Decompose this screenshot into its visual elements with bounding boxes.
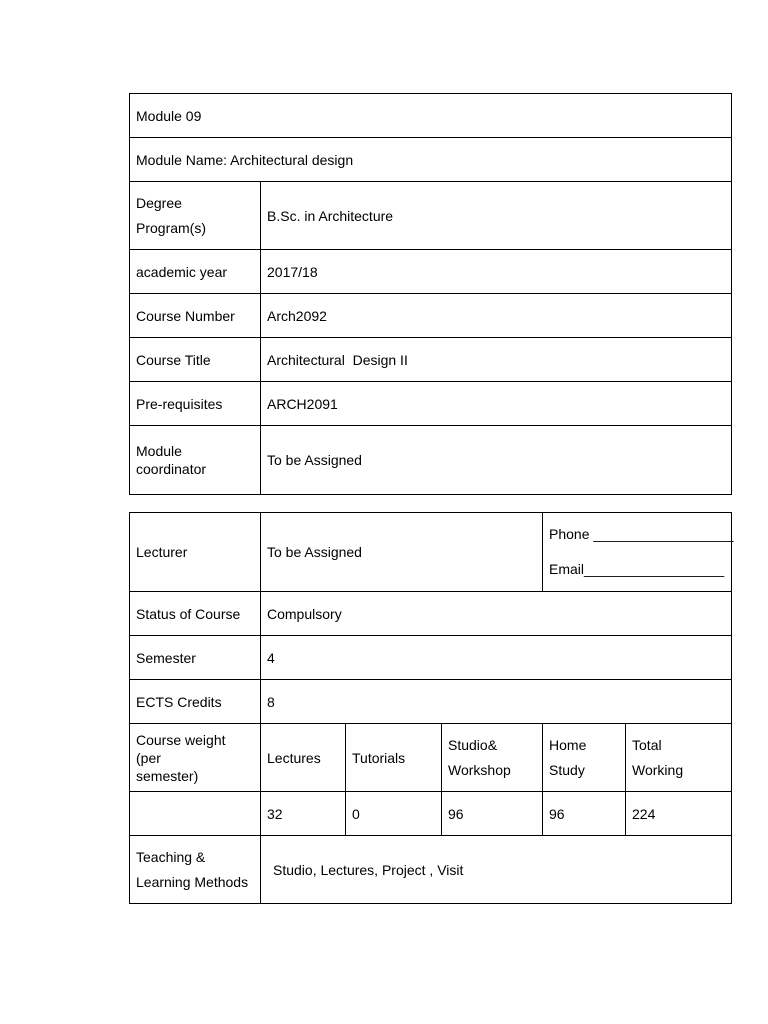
course-title-label: Course Title <box>130 338 261 382</box>
ects-label: ECTS Credits <box>130 680 261 724</box>
table-row <box>130 426 732 495</box>
semester-label: Semester <box>130 636 261 680</box>
module-coordinator-label <box>130 426 261 495</box>
weight-header-total-line2: Working <box>632 761 684 778</box>
degree-program-label <box>130 182 261 250</box>
weight-header-total <box>626 724 732 792</box>
table-row <box>130 680 732 724</box>
module-coordinator-label-line1: Module <box>136 443 182 459</box>
table-row <box>130 382 732 426</box>
degree-program-label-line1: Degree <box>136 194 182 211</box>
teaching-methods-label-line1: Teaching & <box>136 848 206 865</box>
status-value: Compulsory <box>261 592 732 636</box>
table-row <box>130 182 732 250</box>
lecturer-value: To be Assigned <box>261 513 543 592</box>
course-weight-label <box>130 724 261 792</box>
email-field: Email__________________ <box>549 561 725 577</box>
table-row <box>130 250 732 294</box>
table-row <box>130 94 732 138</box>
course-weight-label-line1: Course weight (per <box>136 731 226 766</box>
module-coordinator-value: To be Assigned <box>261 426 732 495</box>
module-info-table <box>129 93 732 495</box>
academic-year-value: 2017/18 <box>261 250 732 294</box>
course-number-value: Arch2092 <box>261 294 732 338</box>
weight-values-blank <box>130 792 261 836</box>
module-coordinator-label-line2: coordinator <box>136 461 207 477</box>
table-row <box>130 724 732 792</box>
lecturer-label: Lecturer <box>130 513 261 592</box>
module-number: Module 09 <box>130 94 732 138</box>
lecturer-contact <box>543 513 732 592</box>
table-row <box>130 338 732 382</box>
table-row <box>130 138 732 182</box>
phone-field: Phone __________________ <box>549 526 734 542</box>
weight-value-lectures: 32 <box>261 792 346 836</box>
semester-value: 4 <box>261 636 732 680</box>
table-row <box>130 513 732 592</box>
weight-header-total-line1: Total <box>632 736 662 753</box>
weight-header-studio-line2: Workshop <box>448 761 511 778</box>
table-row <box>130 294 732 338</box>
module-name: Module Name: Architectural design <box>130 138 732 182</box>
weight-header-studio <box>442 724 543 792</box>
weight-value-tutorials: 0 <box>346 792 442 836</box>
ects-value: 8 <box>261 680 732 724</box>
table-row <box>130 592 732 636</box>
weight-header-studio-line1: Studio& <box>448 736 498 753</box>
weight-header-home-study <box>543 724 626 792</box>
course-details-table <box>129 512 732 904</box>
weight-header-tutorials: Tutorials <box>346 724 442 792</box>
course-weight-label-line2: semester) <box>136 767 199 784</box>
weight-header-lectures: Lectures <box>261 724 346 792</box>
weight-value-home-study: 96 <box>543 792 626 836</box>
degree-program-label-line2: Program(s) <box>136 219 207 236</box>
academic-year-label: academic year <box>130 250 261 294</box>
status-label: Status of Course <box>130 592 261 636</box>
prerequisites-label: Pre-requisites <box>130 382 261 426</box>
table-row <box>130 636 732 680</box>
prerequisites-value: ARCH2091 <box>261 382 732 426</box>
teaching-methods-value: Studio, Lectures, Project , Visit <box>261 836 732 904</box>
degree-program-value: B.Sc. in Architecture <box>261 182 732 250</box>
weight-header-home-line2: Study <box>549 761 585 778</box>
weight-header-home-line1: Home <box>549 736 587 753</box>
table-row <box>130 836 732 904</box>
weight-value-total: 224 <box>626 792 732 836</box>
teaching-methods-label <box>130 836 261 904</box>
course-number-label: Course Number <box>130 294 261 338</box>
weight-value-studio: 96 <box>442 792 543 836</box>
teaching-methods-label-line2: Learning Methods <box>136 873 249 890</box>
table-row <box>130 792 732 836</box>
course-title-value: Architectural Design II <box>261 338 732 382</box>
